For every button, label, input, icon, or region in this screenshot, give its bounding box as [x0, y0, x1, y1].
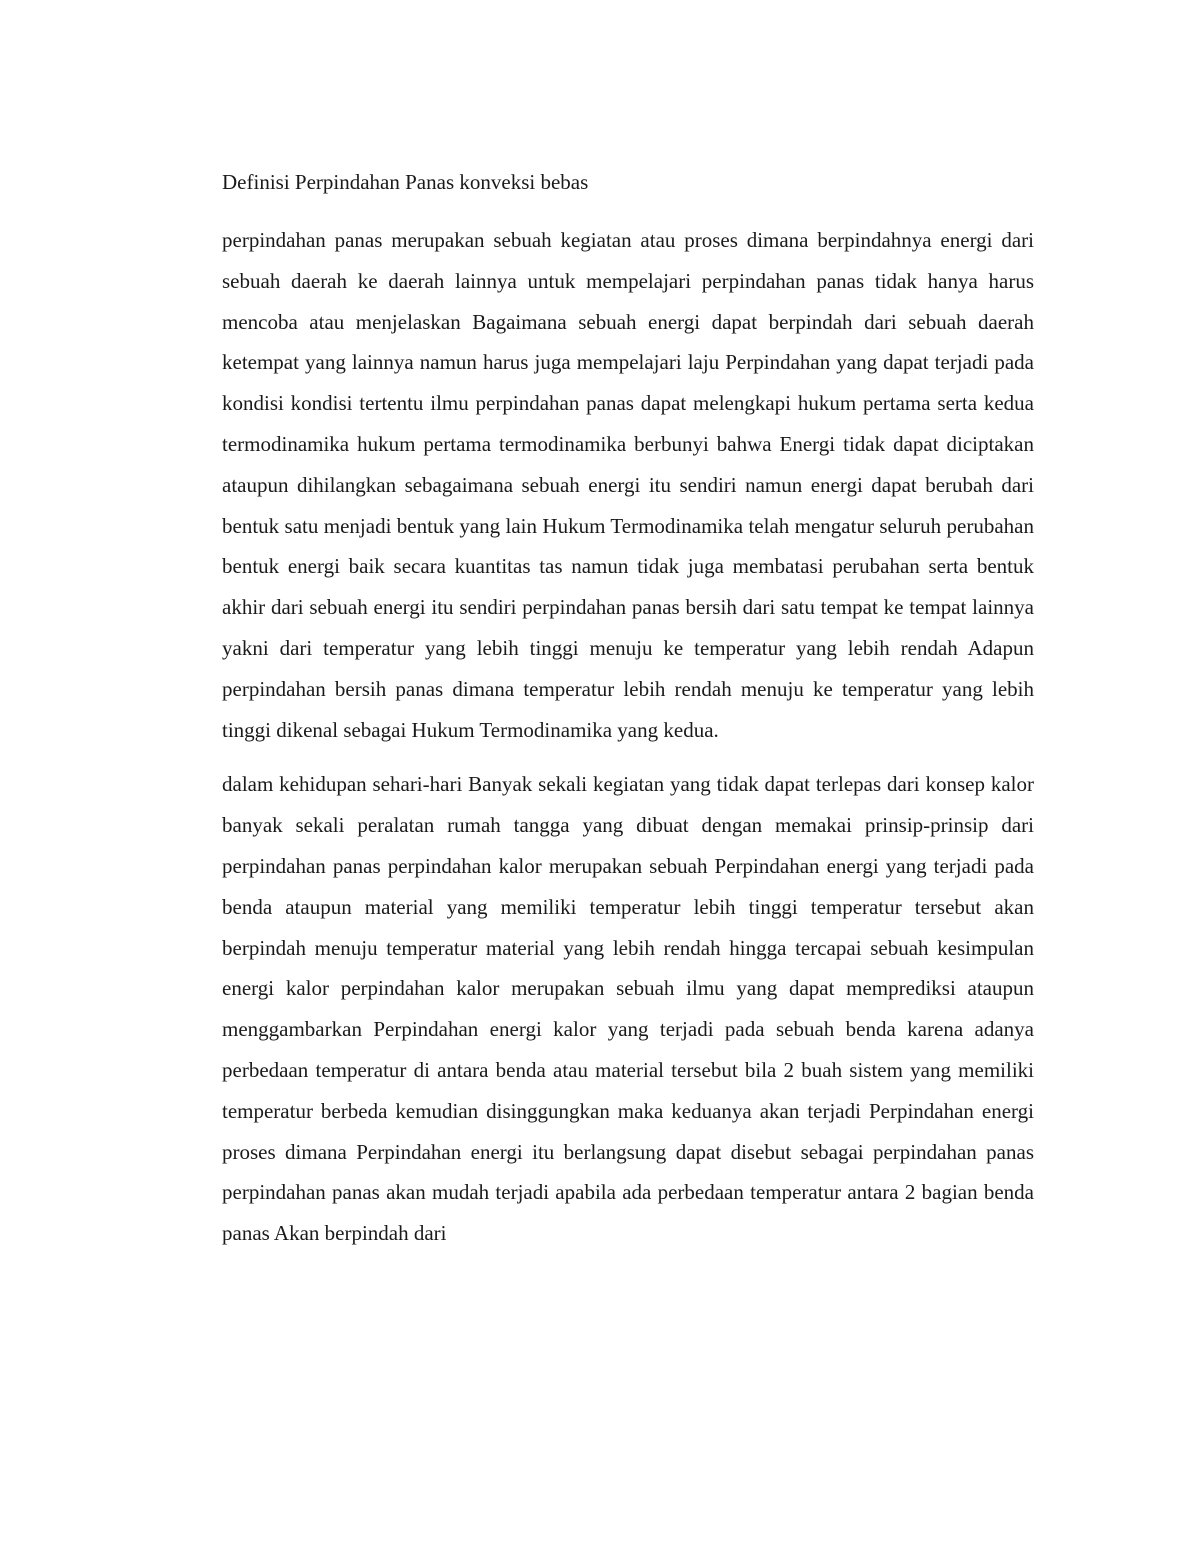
- paragraph-2: dalam kehidupan sehari-hari Banyak sekali kegiatan yang tidak dapat terlepas dari konsep kalor banyak sekali peralatan rumah tangga yang dibuat dengan memakai prinsip-prinsip dari perpindahan panas perpindahan kalor merupakan sebuah Perpindahan energi yang terjadi pada benda ataupun material yang memiliki temperatur lebih tinggi temperatur tersebut akan berpindah menuju temperatur material yang lebih rendah hingga tercapai sebuah kesimpulan energi kalor perpindahan kalor merupakan sebuah ilmu yang dapat memprediksi ataupun menggambarkan Perpindahan energi kalor yang terjadi pada sebuah benda karena adanya perbedaan temperatur di antara benda atau material tersebut bila 2 buah sistem yang memiliki temperatur berbeda kemudian disinggungkan maka keduanya akan terjadi Perpindahan energi proses dimana Perpindahan energi itu berlangsung dapat disebut sebagai perpindahan panas perpindahan panas akan mudah terjadi apabila ada perbedaan temperatur antara 2 bagian benda panas Akan berpindah dari: [222, 772, 1034, 1246]
- document-body: [222, 166, 1034, 1254]
- paragraph-1: perpindahan panas merupakan sebuah kegiatan atau proses dimana berpindahnya energi dari sebuah daerah ke daerah lainnya untuk mempelajari perpindahan panas tidak hanya harus mencoba atau menjelaskan Bagaimana sebuah energi dapat berpindah dari sebuah daerah ketempat yang lainnya namun harus juga mempelajari laju Perpindahan yang dapat terjadi pada kondisi kondisi tertentu ilmu perpindahan panas dapat melengkapi hukum pertama serta kedua termodinamika hukum pertama termodinamika berbunyi bahwa Energi tidak dapat diciptakan ataupun dihilangkan sebagaimana sebuah energi itu sendiri namun energi dapat berubah dari bentuk satu menjadi bentuk yang lain Hukum Termodinamika telah mengatur seluruh perubahan bentuk energi baik secara kuantitas tas namun tidak juga membatasi perubahan serta bentuk akhir dari sebuah energi itu sendiri perpindahan panas bersih dari satu tempat ke tempat lainnya yakni dari temperatur yang lebih tinggi menuju ke temperatur yang lebih rendah Adapun perpindahan bersih panas dimana temperatur lebih rendah menuju ke temperatur yang lebih tinggi dikenal sebagai Hukum Termodinamika yang kedua.: [222, 228, 1034, 742]
- document-title: Definisi Perpindahan Panas konveksi bebas: [222, 170, 589, 194]
